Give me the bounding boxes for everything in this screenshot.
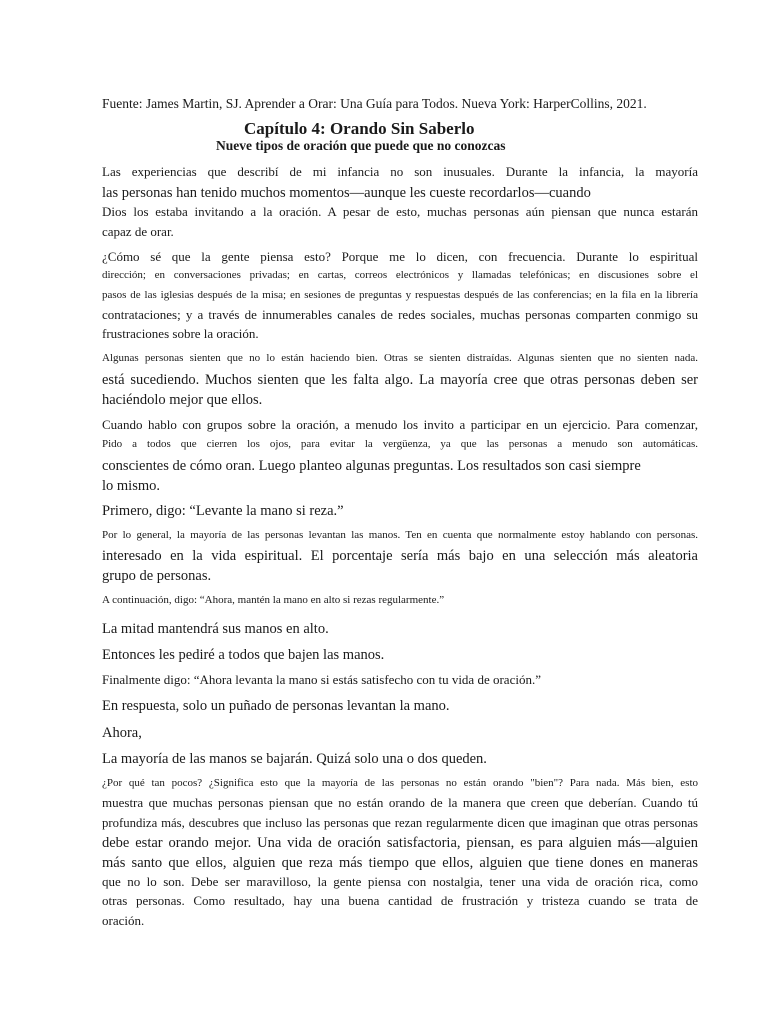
paragraph-line: Por lo general, la mayoría de las personas levantan las manos. Ten en cuenta que normalmente estoy hablando con personas. bbox=[102, 529, 698, 541]
chapter-subtitle: Nueve tipos de oración que puede que no conozcas bbox=[216, 138, 506, 153]
paragraph-line: La mitad mantendrá sus manos en alto. bbox=[102, 621, 329, 637]
paragraph-line: profundiza más, descubres que incluso las personas que rezan regularmente dicen que imaginan que otras personas bbox=[102, 816, 698, 830]
paragraph-line: las personas han tenido muchos momentos—aunque les cueste recordarlos—cuando bbox=[102, 185, 591, 201]
paragraph-line: lo mismo. bbox=[102, 478, 161, 494]
paragraph-line: interesado en la vida espiritual. El porcentaje sería más bajo en una selección más aleatoria bbox=[102, 548, 698, 564]
paragraph-line: más santo que ellos, alguien que reza más tiempo que ellos, alguien que tiene dones en maneras bbox=[102, 855, 698, 871]
paragraph-line: La mayoría de las manos se bajarán. Quizá solo una o dos queden. bbox=[102, 751, 487, 767]
paragraph-line: pasos de las iglesias después de la misa; en sesiones de preguntas y respuestas después de las conferencias; en la fila en la librería bbox=[102, 289, 698, 301]
paragraph-line: Ahora, bbox=[102, 725, 142, 741]
paragraph-line: Algunas personas sienten que no lo están haciendo bien. Otras se sienten distraídas. Algunas sienten que no sienten nada. bbox=[102, 352, 698, 364]
paragraph-line: conscientes de cómo oran. Luego planteo algunas preguntas. Los resultados son casi siempre bbox=[102, 458, 641, 474]
paragraph-line: grupo de personas. bbox=[102, 568, 212, 584]
paragraph-line: dirección; en conversaciones privadas; en cartas, correos electrónicos y llamadas telefónicas; en discusiones sobre el bbox=[102, 269, 698, 281]
paragraph-line: Pido a todos que cierren los ojos, para evitar la vergüenza, ya que las personas a menudo son automáticas. bbox=[102, 438, 698, 450]
paragraph-line: Entonces les pediré a todos que bajen las manos. bbox=[102, 647, 385, 663]
paragraph-line: En respuesta, solo un puñado de personas levantan la mano. bbox=[102, 698, 450, 714]
paragraph-line: oración. bbox=[102, 913, 145, 928]
paragraph-line: Cuando hablo con grupos sobre la oración, a menudo los invito a participar en un ejercicio. Para comenzar, bbox=[102, 417, 698, 432]
paragraph-line: contrataciones; y a través de innumerables canales de redes sociales, muchas personas comparten conmigo su bbox=[102, 307, 698, 322]
paragraph-line: haciéndolo mejor que ellos. bbox=[102, 392, 263, 408]
paragraph-line: está sucediendo. Muchos sienten que les falta algo. La mayoría cree que otras personas deben ser bbox=[102, 372, 698, 388]
chapter-title: Capítulo 4: Orando Sin Saberlo bbox=[244, 119, 475, 138]
source-citation: Fuente: James Martin, SJ. Aprender a Orar: Una Guía para Todos. Nueva York: HarperCollins, 2021. bbox=[102, 96, 647, 111]
paragraph-line: que no lo son. Debe ser maravilloso, la gente piensa con nostalgia, tener una vida de oración rica, como bbox=[102, 874, 698, 889]
paragraph-line: ¿Cómo sé que la gente piensa esto? Porque me lo dicen, con frecuencia. Durante lo espiritual bbox=[102, 249, 698, 264]
paragraph-line: Las experiencias que describí de mi infancia no son inusuales. Durante la infancia, la mayoría bbox=[102, 164, 698, 179]
paragraph-line: capaz de orar. bbox=[102, 224, 174, 239]
paragraph-line: ¿Por qué tan pocos? ¿Significa esto que la mayoría de las personas no están orando "bien"? Para nada. Más bien, esto bbox=[102, 777, 698, 789]
paragraph-line: debe estar orando mejor. Una vida de oración satisfactoria, piensan, es para alguien más—alguien bbox=[102, 835, 698, 851]
paragraph-line: frustraciones sobre la oración. bbox=[102, 326, 259, 341]
paragraph-line: Dios los estaba invitando a la oración. A pesar de esto, muchas personas aún piensan que nunca estarán bbox=[102, 204, 698, 219]
paragraph-line: Primero, digo: “Levante la mano si reza.” bbox=[102, 503, 344, 519]
paragraph-line: A continuación, digo: “Ahora, mantén la mano en alto si rezas regularmente.” bbox=[102, 594, 445, 606]
paragraph-line: otras personas. Como resultado, hay una buena cantidad de frustración y tristeza cuando se trata de bbox=[102, 893, 698, 908]
paragraph-line: muestra que muchas personas piensan que no están orando de la manera que creen que deberían. Cuando tú bbox=[102, 795, 698, 810]
paragraph-line: Finalmente digo: “Ahora levanta la mano si estás satisfecho con tu vida de oración.” bbox=[102, 672, 541, 687]
